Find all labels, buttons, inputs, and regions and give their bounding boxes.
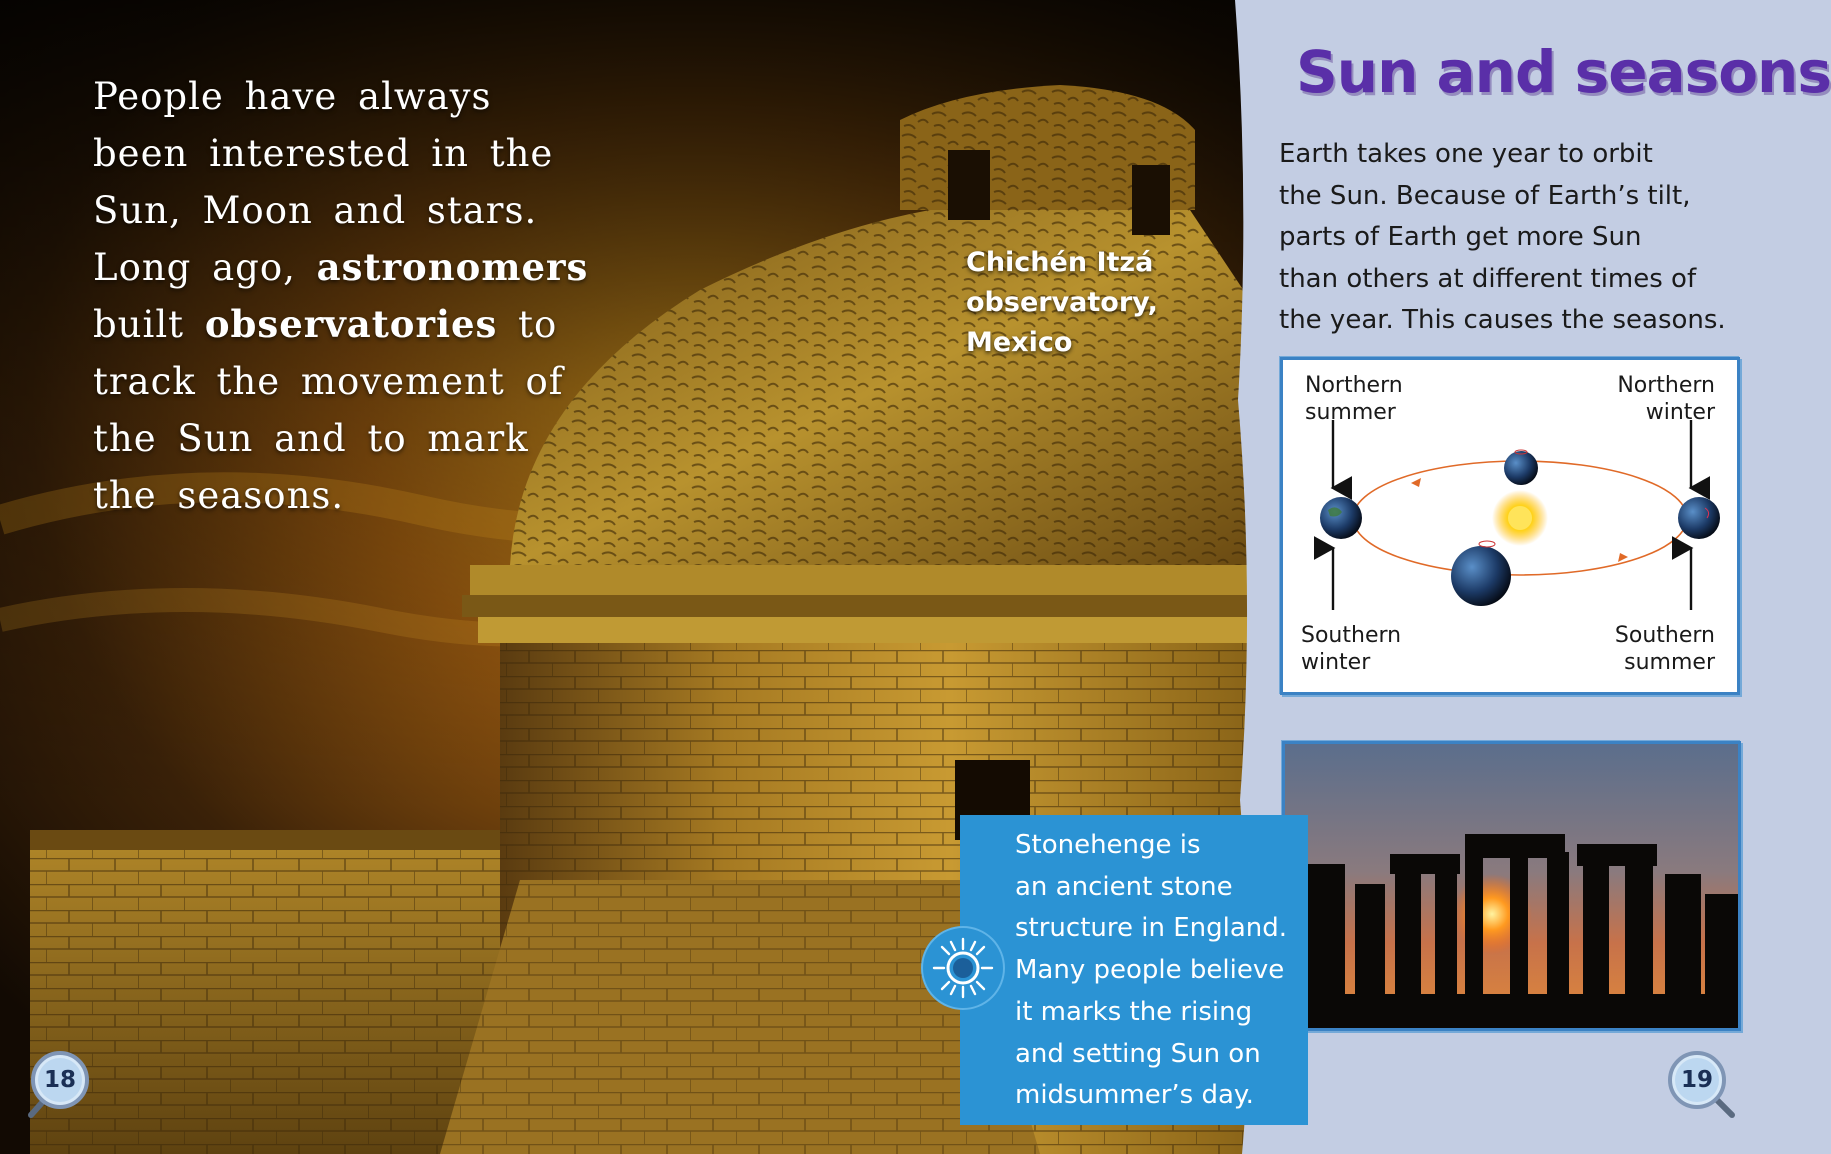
label-northern-summer (1305, 372, 1403, 426)
intro-text-segment: track the movement of (93, 360, 564, 403)
seasons-diagram (1280, 357, 1740, 695)
fact-line: Many people believe (1015, 955, 1285, 986)
caption-line: observatory, (966, 287, 1158, 318)
label-southern-summer (1615, 622, 1715, 676)
glossary-term: observatories (204, 302, 498, 346)
intro-text-segment: built (93, 303, 205, 346)
intro-text-segment: the Sun and to mark (93, 417, 529, 460)
page-number-right (1662, 1045, 1742, 1125)
intro-text-segment: Long ago, (93, 246, 317, 289)
fact-text (1015, 825, 1305, 1117)
label-line: winter (1645, 400, 1715, 425)
intro-line (93, 353, 613, 410)
orbit-arrow (1411, 478, 1421, 487)
glossary-term: astronomers (316, 245, 589, 289)
photo-caption (966, 243, 1206, 363)
body-line: than others at different times of (1279, 263, 1697, 294)
stonehenge-photo (1282, 741, 1741, 1031)
label-line: Northern (1305, 373, 1403, 398)
label-line: Northern (1617, 373, 1715, 398)
label-line: summer (1305, 400, 1396, 425)
fact-line: structure in England. (1015, 913, 1288, 944)
intro-line (93, 68, 613, 125)
label-line: Southern (1614, 623, 1715, 648)
body-line: parts of Earth get more Sun (1279, 222, 1642, 252)
label-line: summer (1624, 650, 1715, 675)
intro-line (93, 296, 613, 353)
body-line: the Sun. Because of Earth’s tilt, (1279, 180, 1691, 211)
fact-line: it marks the rising (1015, 996, 1253, 1027)
earth-icon (1504, 450, 1538, 485)
earth-icon (1451, 541, 1511, 606)
page-number-text: 18 (43, 1067, 76, 1093)
intro-paragraph (93, 68, 613, 524)
earth-icon (1320, 497, 1362, 539)
caption-line: Chichén Itzá (966, 247, 1154, 278)
intro-text-segment: the seasons. (93, 474, 345, 517)
page-number-left (25, 1045, 105, 1125)
intro-text-segment: been interested in the (93, 132, 554, 175)
page-number-text: 19 (1680, 1067, 1713, 1093)
intro-line (93, 182, 613, 239)
fact-line: an ancient stone (1015, 871, 1233, 902)
intro-line (93, 410, 613, 467)
sun-badge-icon (920, 925, 1006, 1011)
label-northern-winter (1617, 372, 1715, 426)
orbit-arrow (1618, 553, 1628, 562)
label-southern-winter (1301, 622, 1401, 676)
intro-text-segment: to (497, 303, 558, 346)
fact-box (960, 815, 1308, 1125)
body-line: Earth takes one year to orbit (1279, 139, 1653, 169)
intro-line (93, 239, 613, 296)
intro-text-segment: Sun, Moon and stars. (93, 189, 538, 232)
intro-line (93, 467, 613, 524)
body-paragraph (1279, 134, 1749, 342)
caption-line: Mexico (966, 327, 1073, 358)
label-line: Southern (1301, 623, 1402, 648)
page-title: Sun and seasons (1296, 38, 1831, 106)
body-line: the year. This causes the seasons. (1279, 305, 1726, 335)
earth-icon (1678, 497, 1720, 539)
fact-line: Stonehenge is (1015, 830, 1201, 860)
fact-line: and setting Sun on (1015, 1038, 1261, 1069)
intro-line (93, 125, 613, 182)
intro-text-segment: People have always (93, 75, 492, 118)
fact-line: midsummer’s day. (1015, 1080, 1254, 1111)
label-line: winter (1301, 650, 1371, 675)
